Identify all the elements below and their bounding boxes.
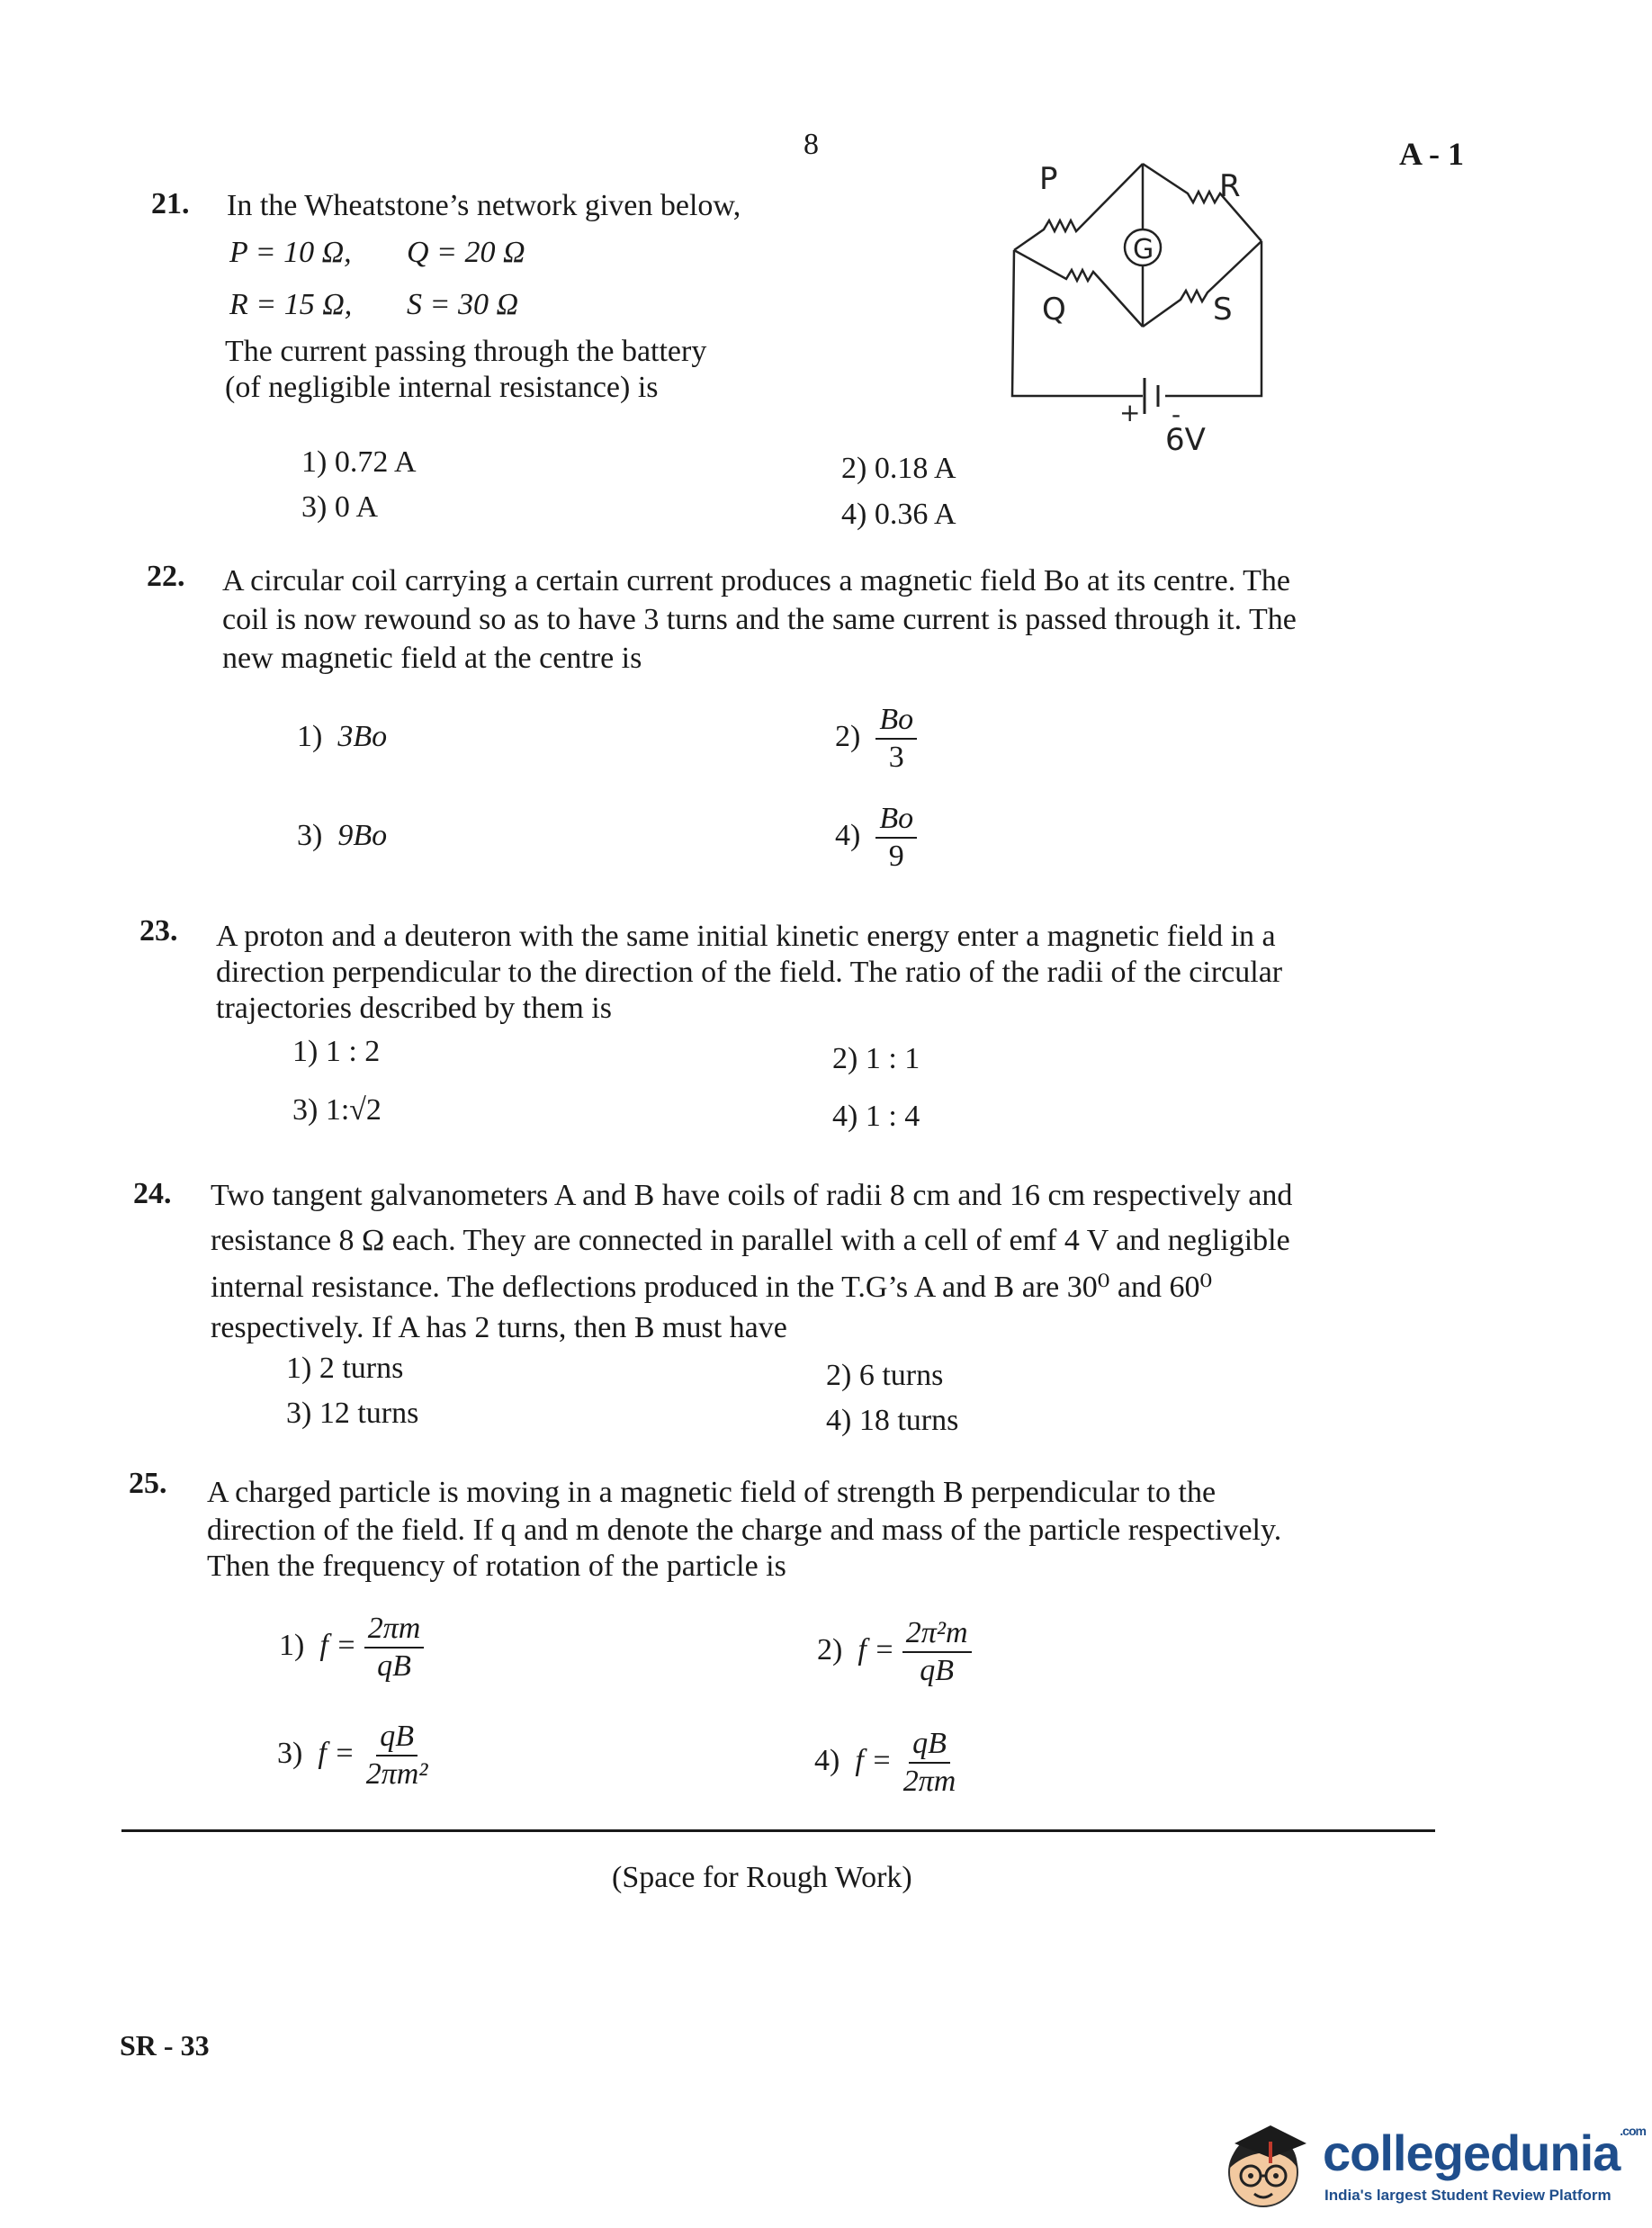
q25-option-3 [277,1719,432,1792]
option-number: 2) [817,1632,843,1667]
option-value: 9Bo [337,819,388,852]
option-lhs: f = [857,1632,895,1667]
label-p: P [1039,161,1058,197]
q24-line-1: Two tangent galvanometers A and B have coils of radii 8 cm and 16 cm respectively and [211,1179,1293,1212]
q21-option-1: 1) 0.72 A [301,445,417,479]
q21-line-1: In the Wheatstone’s network given below, [227,189,741,222]
rough-work-divider [121,1829,1435,1832]
label-g: G [1133,234,1154,265]
q21-line-2: The current passing through the battery [225,335,707,368]
q25-option-1 [279,1611,424,1684]
q25-option-4 [814,1726,959,1800]
q22-line-1: A circular coil carrying a certain current produces a magnetic field Bo at its centre. The [222,564,1290,597]
q22-option-2 [835,702,917,776]
q22-option-1 [297,720,387,754]
q25-line-3: Then the frequency of rotation of the particle is [207,1550,786,1583]
q22-line-2: coil is now rewound so as to have 3 turns and the same current is passed through it. The [222,603,1297,636]
fraction [875,801,917,875]
page-number: 8 [804,128,819,161]
fraction [363,1719,432,1792]
denominator: qB [920,1654,954,1687]
numerator: qB [376,1719,417,1756]
q21-value-s: S = 30 Ω [407,288,519,321]
option-number: 2) [835,719,861,753]
option-lhs: f = [318,1736,355,1770]
label-s: S [1213,292,1233,328]
q21-value-q: Q = 20 Ω [407,236,525,269]
fraction [900,1726,960,1800]
q24-option-3: 3) 12 turns [286,1397,419,1430]
q21-option-4: 4) 0.36 A [841,498,956,531]
numerator: 2πm [364,1611,425,1649]
q23-option-3: 3) 1:√2 [292,1093,382,1127]
q24-line-2: resistance 8 Ω each. They are connected in parallel with a cell of emf 4 V and negligible [211,1224,1290,1257]
arm-q-wire [1014,250,1143,327]
battery-minus: - [1172,400,1181,429]
option-lhs: f = [319,1628,357,1662]
q23-option-1: 1) 1 : 2 [292,1035,381,1068]
denominator: qB [377,1649,411,1683]
q22-line-3: new magnetic field at the centre is [222,642,642,675]
numerator: Bo [875,702,917,740]
series-code: SR - 33 [120,2029,210,2062]
battery-voltage: 6V [1165,422,1206,458]
q21-number: 21. [151,187,190,220]
option-number: 3) [297,819,323,852]
q22-option-3 [297,819,387,853]
q23-option-4: 4) 1 : 4 [832,1100,920,1133]
option-number: 1) [279,1628,305,1662]
q21-value-r: R = 15 Ω, [229,288,353,321]
collegedunia-watermark [1217,2116,1646,2215]
brand-name [1323,2124,1646,2182]
q21-line-3: (of negligible internal resistance) is [225,371,659,404]
denominator: 2πm [902,1765,956,1798]
denominator: 2πm² [365,1757,428,1791]
q21-option-3: 3) 0 A [301,490,378,524]
denominator: 3 [888,741,904,774]
label-q: Q [1042,292,1066,328]
brand-tagline: India's largest Student Review Platform [1324,2187,1612,2204]
q24-number: 24. [133,1177,172,1210]
q24-option-2: 2) 6 turns [826,1359,944,1392]
q25-option-2 [817,1615,972,1689]
q22-number: 22. [147,560,185,593]
q25-line-1: A charged particle is moving in a magnetic field of strength B perpendicular to the [207,1476,1217,1509]
option-number: 4) [835,818,861,852]
q24-line-4: respectively. If A has 2 turns, then B must have [211,1311,787,1344]
arm-r-wire [1143,164,1261,241]
q24-option-4: 4) 18 turns [826,1404,959,1437]
fraction [364,1611,425,1684]
q23-option-2: 2) 1 : 1 [832,1042,920,1075]
q22-option-4 [835,801,917,875]
q24-line-3: internal resistance. The deflections produced in the T.G’s A and B are 30⁰ and 60⁰ [211,1271,1213,1304]
rough-work-label: (Space for Rough Work) [612,1861,912,1894]
brand-suffix: .com [1620,2124,1646,2138]
q25-number: 25. [129,1467,167,1500]
option-value: 3Bo [337,720,388,753]
q25-line-2: direction of the field. If q and m denote the charge and mass of the particle respectively. [207,1514,1282,1547]
numerator: 2π²m [902,1615,972,1653]
option-lhs: f = [855,1743,893,1777]
q21-option-2: 2) 0.18 A [841,452,956,485]
q23-line-1: A proton and a deuteron with the same initial kinetic energy enter a magnetic field in a [216,920,1276,953]
battery-plus: + [1119,398,1141,427]
arm-p-wire [1014,164,1143,250]
option-number: 4) [814,1743,840,1777]
q23-line-3: trajectories described by them is [216,992,612,1025]
q24-option-1: 1) 2 turns [286,1352,404,1385]
paper-code: A - 1 [1399,136,1464,172]
denominator: 9 [888,840,904,873]
option-number: 1) [297,720,323,753]
mascot-icon [1217,2116,1315,2215]
fraction [902,1615,972,1689]
option-number: 3) [277,1736,303,1770]
q23-line-2: direction perpendicular to the direction of the field. The ratio of the radii of the circular [216,956,1283,989]
q23-number: 23. [139,914,178,948]
numerator: qB [909,1726,950,1764]
wheatstone-circuit-diagram [990,153,1296,468]
label-r: R [1219,168,1241,204]
fraction [875,702,917,776]
numerator: Bo [875,801,917,839]
q21-value-p: P = 10 Ω, [229,236,352,269]
brand-text: collegedunia [1323,2125,1621,2181]
